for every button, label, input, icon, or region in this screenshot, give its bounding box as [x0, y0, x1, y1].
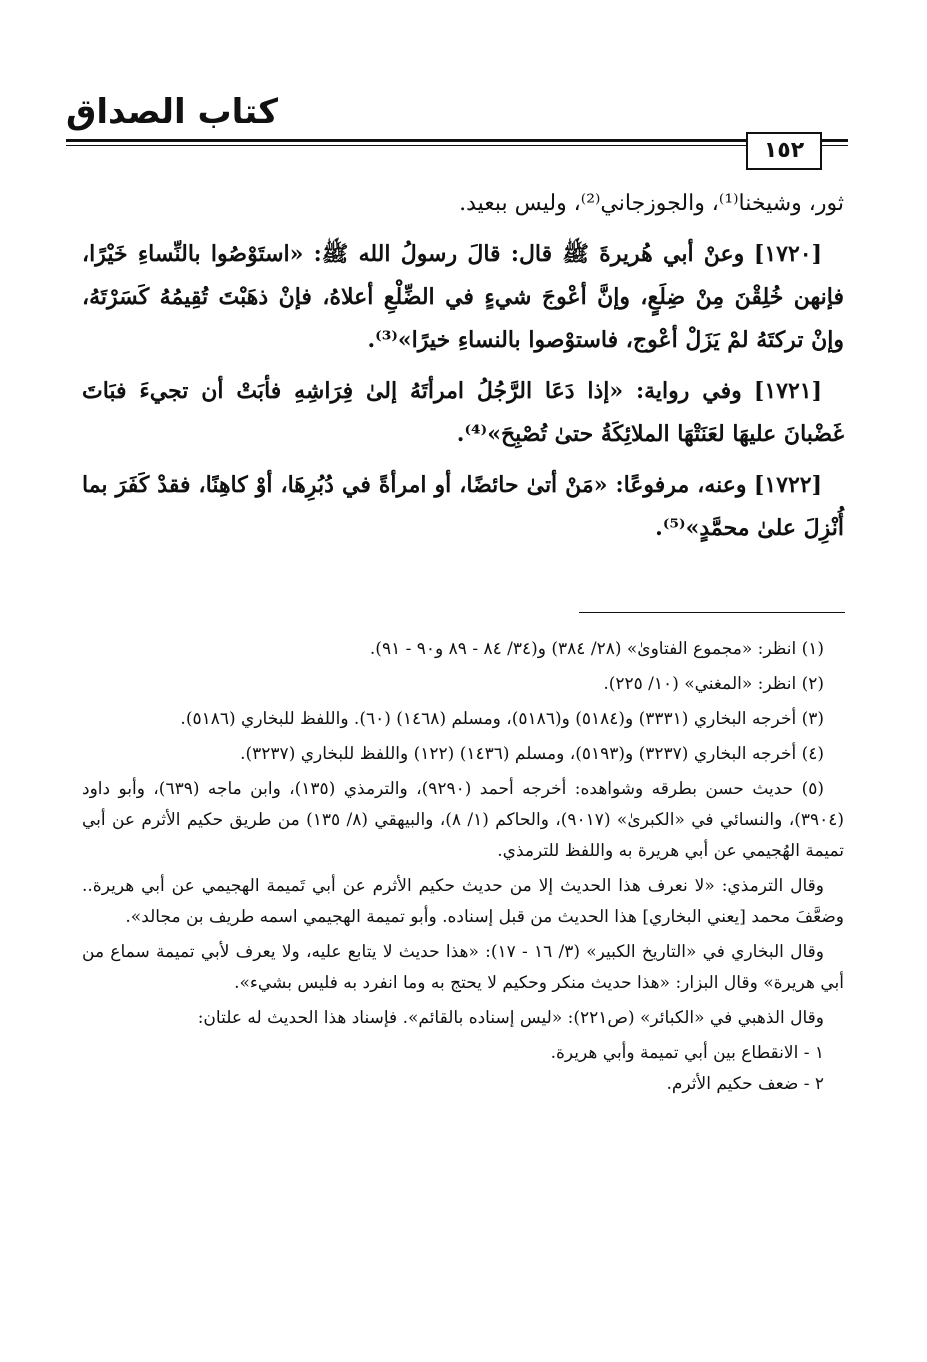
page-header	[66, 92, 848, 172]
hadith-1721	[82, 370, 844, 456]
header-rule-thick	[66, 139, 848, 142]
paragraph-intro	[82, 182, 844, 225]
hadith-1720	[82, 233, 844, 362]
hadith-text-1722: وعنه، مرفوعًا: «مَنْ أتىٰ حائضًا، أو امرأةً في دُبُرِهَا، أوْ كاهِنًا، فقدْ كَفَرَ بما أُنْزِلَ علىٰ محمَّدٍ»⁽⁵⁾.	[82, 472, 844, 541]
hadith-number-1722: [١٧٢٢]	[753, 472, 823, 498]
footnote-2: (٢) انظر: «المغني» (١٠/ ٢٢٥).	[603, 674, 824, 694]
footnote-3: (٣) أخرجه البخاري (٣٣٣١) و(٥١٨٤) و(٥١٨٦)، ومسلم (١٤٦٨) (٦٠). واللفظ للبخاري (٥١٨٦).	[180, 709, 824, 729]
footnote-1: (١) انظر: «مجموع الفتاوىٰ» (٢٨/ ٣٨٤) و(٣٤/ ٨٤ - ٨٩ و٩٠ - ٩١).	[369, 639, 824, 659]
footnote-5-reason-1: ١ - الانقطاع بين أبي تميمة وأبي هريرة.	[550, 1043, 824, 1063]
main-text	[82, 182, 844, 558]
footnotes	[82, 634, 844, 1100]
footnote-5-tirmidhi: وقال الترمذي: «لا نعرف هذا الحديث إلا من حديث حكيم الأثرم عن أبي تَميمة الهجيمي عن أبي هريرة.. وضعَّفَ محمد [يعني البخاري] هذا الحديث من قبل إسناده. وأبو تميمة الهجيمي اسمه طريف بن مجالد».	[82, 876, 844, 927]
footnote-separator	[579, 612, 845, 613]
hadith-text-1721: وفي رواية: «إذا دَعَا الرَّجُلُ امرأتَهُ إلىٰ فِرَاشِهِ فأبَتْ أن تجيءَ فبَاتَ غَضْبانَ عليهَا لعَنَتْهَا الملائِكَةُ حتىٰ تُصْبِحَ»⁽⁴⁾.	[82, 378, 844, 447]
hadith-text-1720: وعنْ أبي هُريرةَ ﷺ قال: قالَ رسولُ الله ﷺ: «استَوْصُوا بالنِّساءِ خَيْرًا، فإنهن خُلِقْنَ مِنْ ضِلَعٍ، وإنَّ أعْوجَ شيءٍ في الضِّلْعِ أعلاهُ، فإنْ ذهَبْتَ تُقِيمُهُ كَسَرْتَهُ، وإنْ تركتَهُ لمْ يَزَلْ أعْوج، فاستوْصوا بالنساءِ خيرًا»⁽³⁾.	[82, 241, 844, 353]
header-rule-thin	[66, 145, 848, 146]
footnote-5-bukhari: وقال البخاري في «التاريخ الكبير» (٣/ ١٦ - ١٧): «هذا حديث لا يتابع عليه، ولا يعرف لأبي تميمة سماع من أبي هريرة» وقال البزار: «هذا حديث منكر وحكيم لا يحتج به وما انفرد به فليس بشيء».	[82, 942, 844, 993]
hadith-number-1721: [١٧٢١]	[753, 378, 822, 404]
page-number: ١٥٢	[746, 132, 822, 170]
intro-text: ثور، وشيخنا⁽¹⁾، والجوزجاني⁽²⁾، وليس ببعيد.	[459, 191, 844, 216]
footnote-4: (٤) أخرجه البخاري (٣٢٣٧) و(٥١٩٣)، ومسلم (١٤٣٦) (١٢٢) واللفظ للبخاري (٣٢٣٧).	[240, 744, 824, 764]
footnote-5-dhahabi: وقال الذهبي في «الكبائر» (ص٢٢١): «ليس إسناده بالقائم». فإسناد هذا الحديث له علتان:	[197, 1008, 824, 1028]
hadith-number-1720: [١٧٢٠]	[753, 241, 823, 267]
footnote-5-reason-2: ٢ - ضعف حكيم الأثرم.	[666, 1074, 824, 1094]
footnote-5: (٥) حديث حسن بطرقه وشواهده: أخرجه أحمد (٩٢٩٠)، والترمذي (١٣٥)، وابن ماجه (٦٣٩)، وأبو داود (٣٩٠٤)، والنسائي في «الكبرىٰ» (٩٠١٧)، والحاكم (١/ ٨)، والبيهقي (٨/ ١٣٥) من طريق حكيم الأثرم عن أبي تميمة الهُجيمي عن أبي هريرة به واللفظ للترمذي.	[82, 779, 844, 861]
hadith-1722	[82, 464, 844, 550]
book-title: كتاب الصداق	[66, 92, 279, 132]
